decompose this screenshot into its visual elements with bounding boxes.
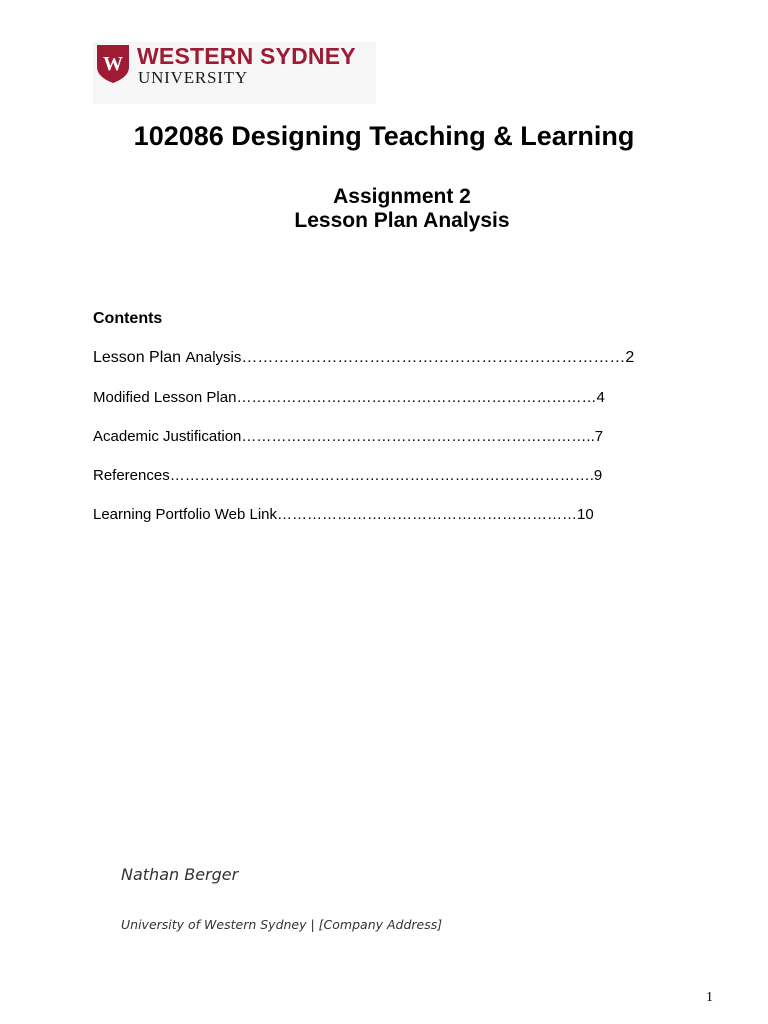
toc-entry (93, 349, 698, 367)
toc-entry (93, 467, 698, 484)
toc-page: 10 (577, 506, 594, 523)
toc-label: Modified Lesson Plan (93, 389, 237, 406)
company-address: University of Western Sydney | [Company Address] (121, 917, 443, 932)
toc-leader: …………………………………………………… (277, 506, 577, 523)
toc-label: Academic Justification (93, 428, 242, 445)
toc-leader: …………………………………………………………………………. (169, 467, 594, 484)
assignment-name: Lesson Plan Analysis (294, 209, 510, 232)
logo-text-university: UNIVERSITY (138, 68, 248, 87)
university-logo (93, 42, 376, 104)
toc-page: 7 (594, 428, 604, 445)
author-name: Nathan Berger (121, 865, 239, 884)
toc-entry (93, 389, 698, 406)
contents-heading: Contents (93, 310, 163, 327)
page-number: 1 (706, 990, 713, 1005)
logo-text-western-sydney: WESTERN SYDNEY (137, 43, 356, 69)
toc-label: Lesson Plan (93, 349, 186, 366)
toc-entry (93, 506, 698, 523)
toc-label: Analysis (185, 349, 242, 366)
document-title: 102086 Designing Teaching & Learning (133, 121, 635, 151)
toc-page: 2 (625, 349, 635, 366)
toc-leader: …………………………………………………………….. (241, 428, 595, 445)
toc-label: Learning Portfolio Web Link (93, 506, 277, 523)
assignment-number: Assignment 2 (333, 185, 471, 208)
toc-leader: ……………………………………………………………… (241, 349, 626, 366)
toc-leader: ……………………………………………………………… (236, 389, 597, 406)
toc-entry (93, 428, 698, 445)
toc-page: 9 (593, 467, 603, 484)
toc-label: References (93, 467, 170, 484)
shield-icon (97, 45, 129, 83)
svg-text:W: W (103, 53, 123, 75)
toc-page: 4 (596, 389, 605, 406)
